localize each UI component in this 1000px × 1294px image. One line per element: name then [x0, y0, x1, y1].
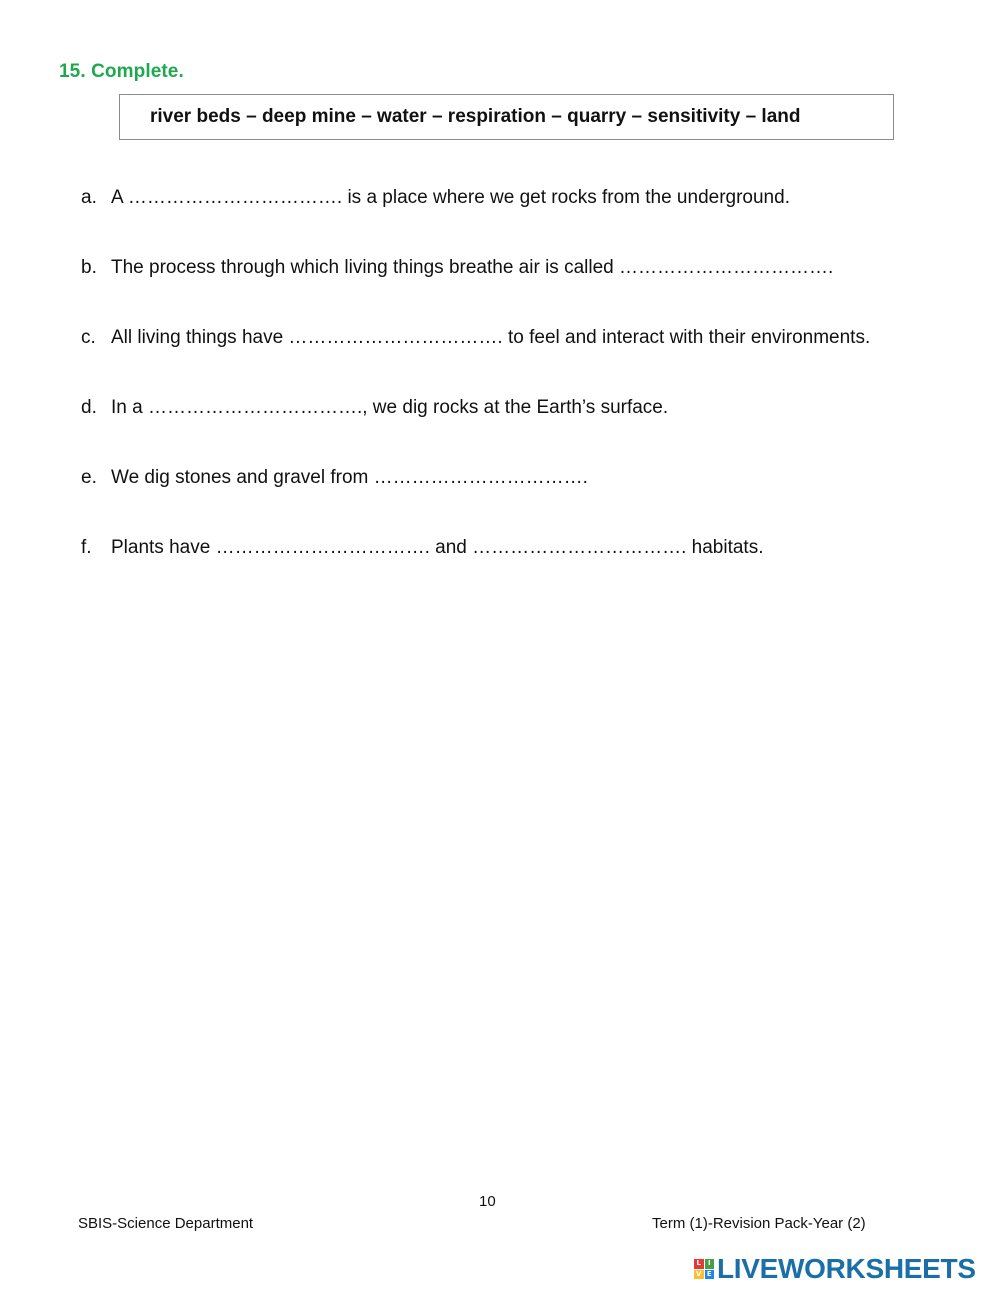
list-item [81, 184, 961, 254]
footer-department: SBIS-Science Department [78, 1215, 254, 1232]
list-item [81, 464, 961, 534]
liveworksheets-logo-icon [694, 1259, 714, 1279]
liveworksheets-logo-text: LIVEWORKSHEETS [717, 1253, 976, 1284]
question-items-list [81, 184, 961, 604]
item-text: In a ……………………………., we dig rocks at the Earth’s surface. [111, 397, 669, 418]
liveworksheets-logo[interactable] [694, 1253, 976, 1285]
item-letter: e. [81, 467, 97, 488]
item-letter: d. [81, 397, 97, 418]
item-letter: b. [81, 257, 97, 278]
list-item [81, 394, 961, 464]
list-item [81, 254, 961, 324]
item-letter: a. [81, 187, 97, 208]
item-text: The process through which living things breathe air is called ……………………………. [111, 257, 834, 278]
footer-pack-title: Term (1)-Revision Pack-Year (2) [652, 1215, 866, 1232]
question-title: 15. Complete. [59, 61, 184, 82]
logo-mark-cell: V [694, 1270, 704, 1280]
page-number: 10 [479, 1193, 496, 1210]
list-item [81, 534, 961, 604]
word-bank-box [119, 94, 894, 140]
logo-mark-cell: I [705, 1259, 715, 1269]
item-letter: c. [81, 327, 96, 348]
item-text: Plants have ……………………………. and ……………………………. habitats. [111, 537, 764, 558]
logo-mark-cell: L [694, 1259, 704, 1269]
list-item [81, 324, 961, 394]
item-text: We dig stones and gravel from ……………………………. [111, 467, 588, 488]
item-letter: f. [81, 537, 92, 558]
logo-mark-cell: E [705, 1270, 715, 1280]
word-bank-text: river beds – deep mine – water – respiration – quarry – sensitivity – land [150, 106, 801, 127]
item-text: A ……………………………. is a place where we get rocks from the underground. [111, 187, 790, 208]
item-text: All living things have ……………………………. to feel and interact with their environments. [111, 327, 871, 348]
